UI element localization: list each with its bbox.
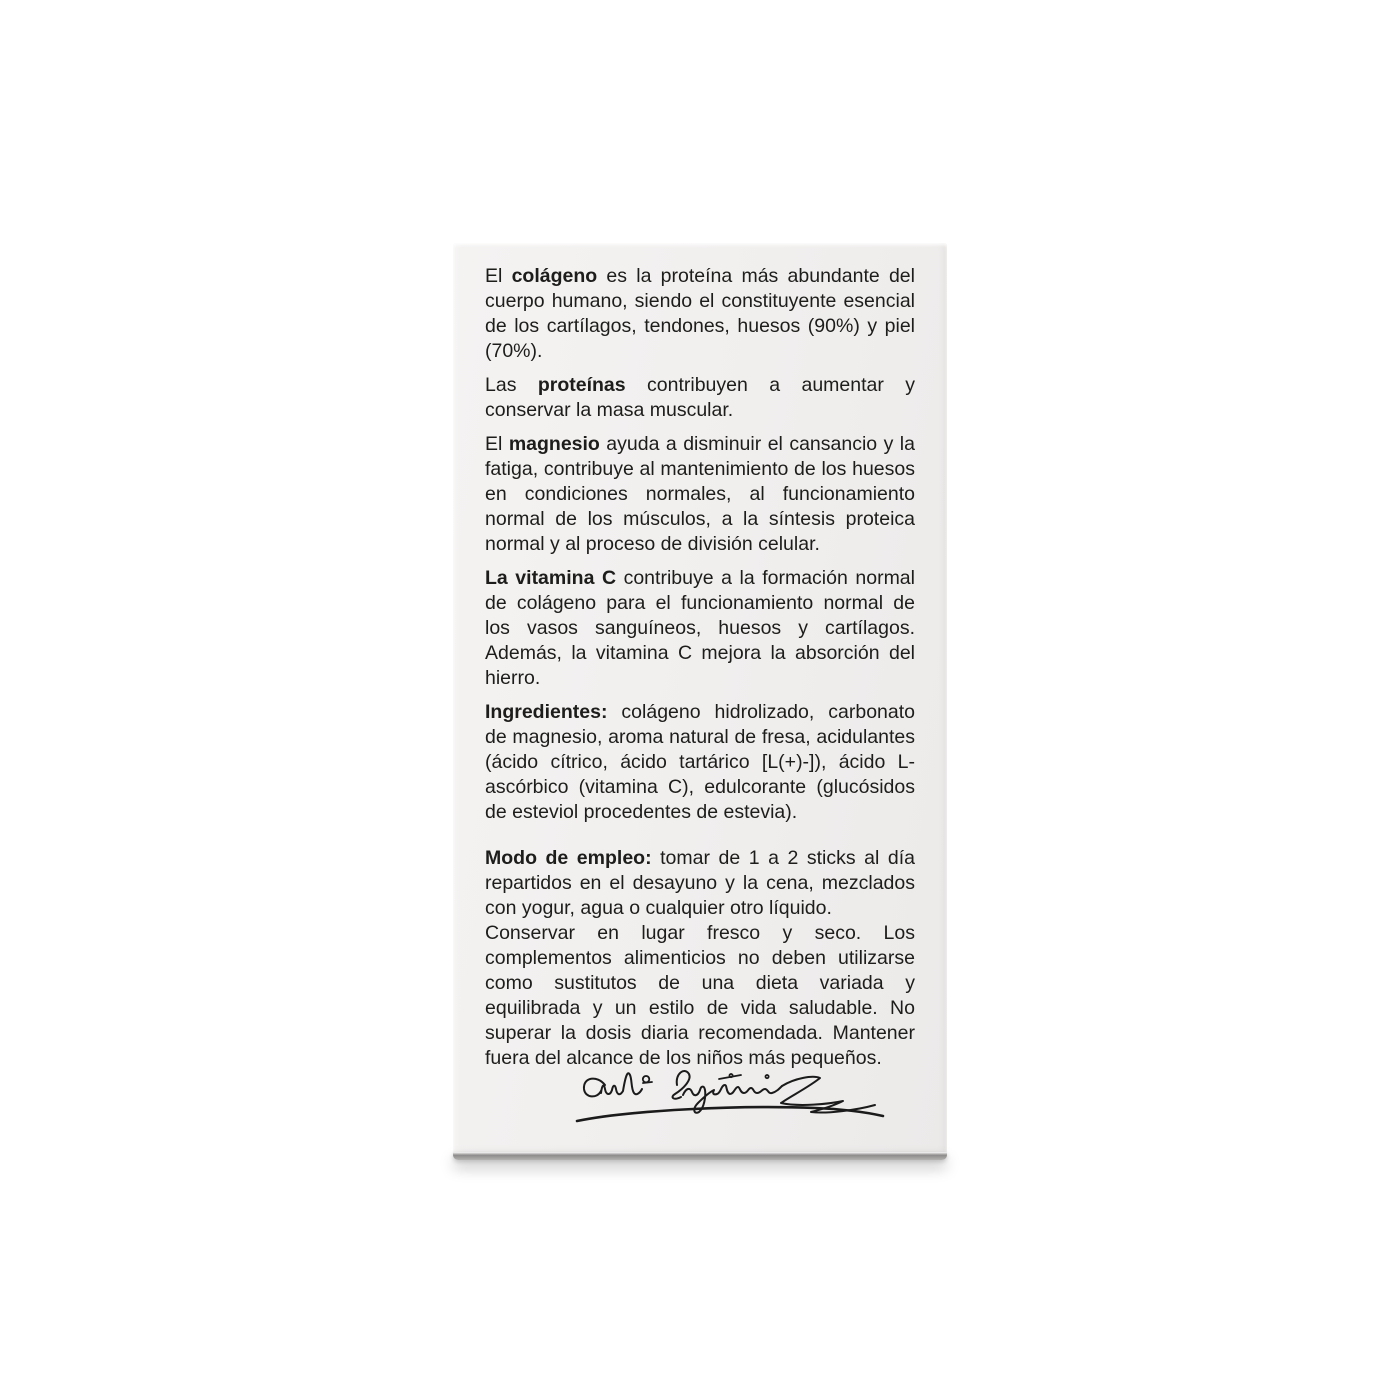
- label-text: El: [485, 265, 512, 287]
- box-bottom-edge: [453, 1152, 947, 1160]
- label-text: El: [485, 433, 509, 455]
- label-keyword: proteínas: [537, 374, 626, 396]
- signature: [571, 1063, 891, 1129]
- label-text: contribuye a la formación normal de colágeno para el funcionamiento normal de los vasos sanguíneos, huesos y cartílagos. Además, la vitamina C mejora la absorción del hierro.: [485, 567, 915, 689]
- label-keyword: Modo de empleo:: [485, 847, 652, 869]
- label-paragraph: [485, 373, 915, 423]
- label-text-block: [485, 264, 915, 1080]
- product-box-back-panel: [453, 243, 947, 1152]
- label-text: colágeno hidrolizado, carbonato de magnesio, aroma natural de fresa, acidulantes (ácido cítrico, ácido tartárico [L(+)-]), ácido L-ascórbico (vitamina C), edulcorante (glucósidos de esteviol procedentes de estevia).: [485, 701, 915, 823]
- label-paragraph: [485, 700, 915, 825]
- label-paragraph: [485, 846, 915, 921]
- label-paragraph: [485, 566, 915, 691]
- label-text: ayuda a disminuir el cansancio y la fatiga, contribuye al mantenimiento de los huesos en condiciones normales, al funcionamiento normal de los músculos, a la síntesis proteica normal y al proceso de división celular.: [485, 433, 915, 555]
- label-text: Conservar en lugar fresco y seco. Los complementos alimenticios no deben utilizarse como sustitutos de una dieta variada y equilibrada y un estilo de vida saludable. No superar la dosis diaria recomendada. Mantener fuera del alcance de los niños más pequeños.: [485, 922, 915, 1069]
- label-paragraph: [485, 921, 915, 1071]
- label-text: tomar de 1 a 2 sticks al día repartidos en el desayuno y la cena, mezclados con yogur, agua o cualquier otro líquido.: [485, 847, 915, 919]
- label-paragraph: [485, 264, 915, 364]
- label-keyword: colágeno: [511, 265, 598, 287]
- label-text: Las: [485, 374, 538, 396]
- label-keyword: La vitamina C: [485, 567, 617, 589]
- label-text: contribuyen a aumentar y conservar la masa muscular.: [485, 374, 915, 421]
- label-text: es la proteína más abundante del cuerpo humano, siendo el constituyente esencial de los cartílagos, tendones, huesos (90%) y piel (70%).: [485, 265, 915, 362]
- label-keyword: Ingredientes:: [485, 701, 608, 723]
- label-paragraph: [485, 432, 915, 557]
- label-keyword: magnesio: [508, 433, 600, 455]
